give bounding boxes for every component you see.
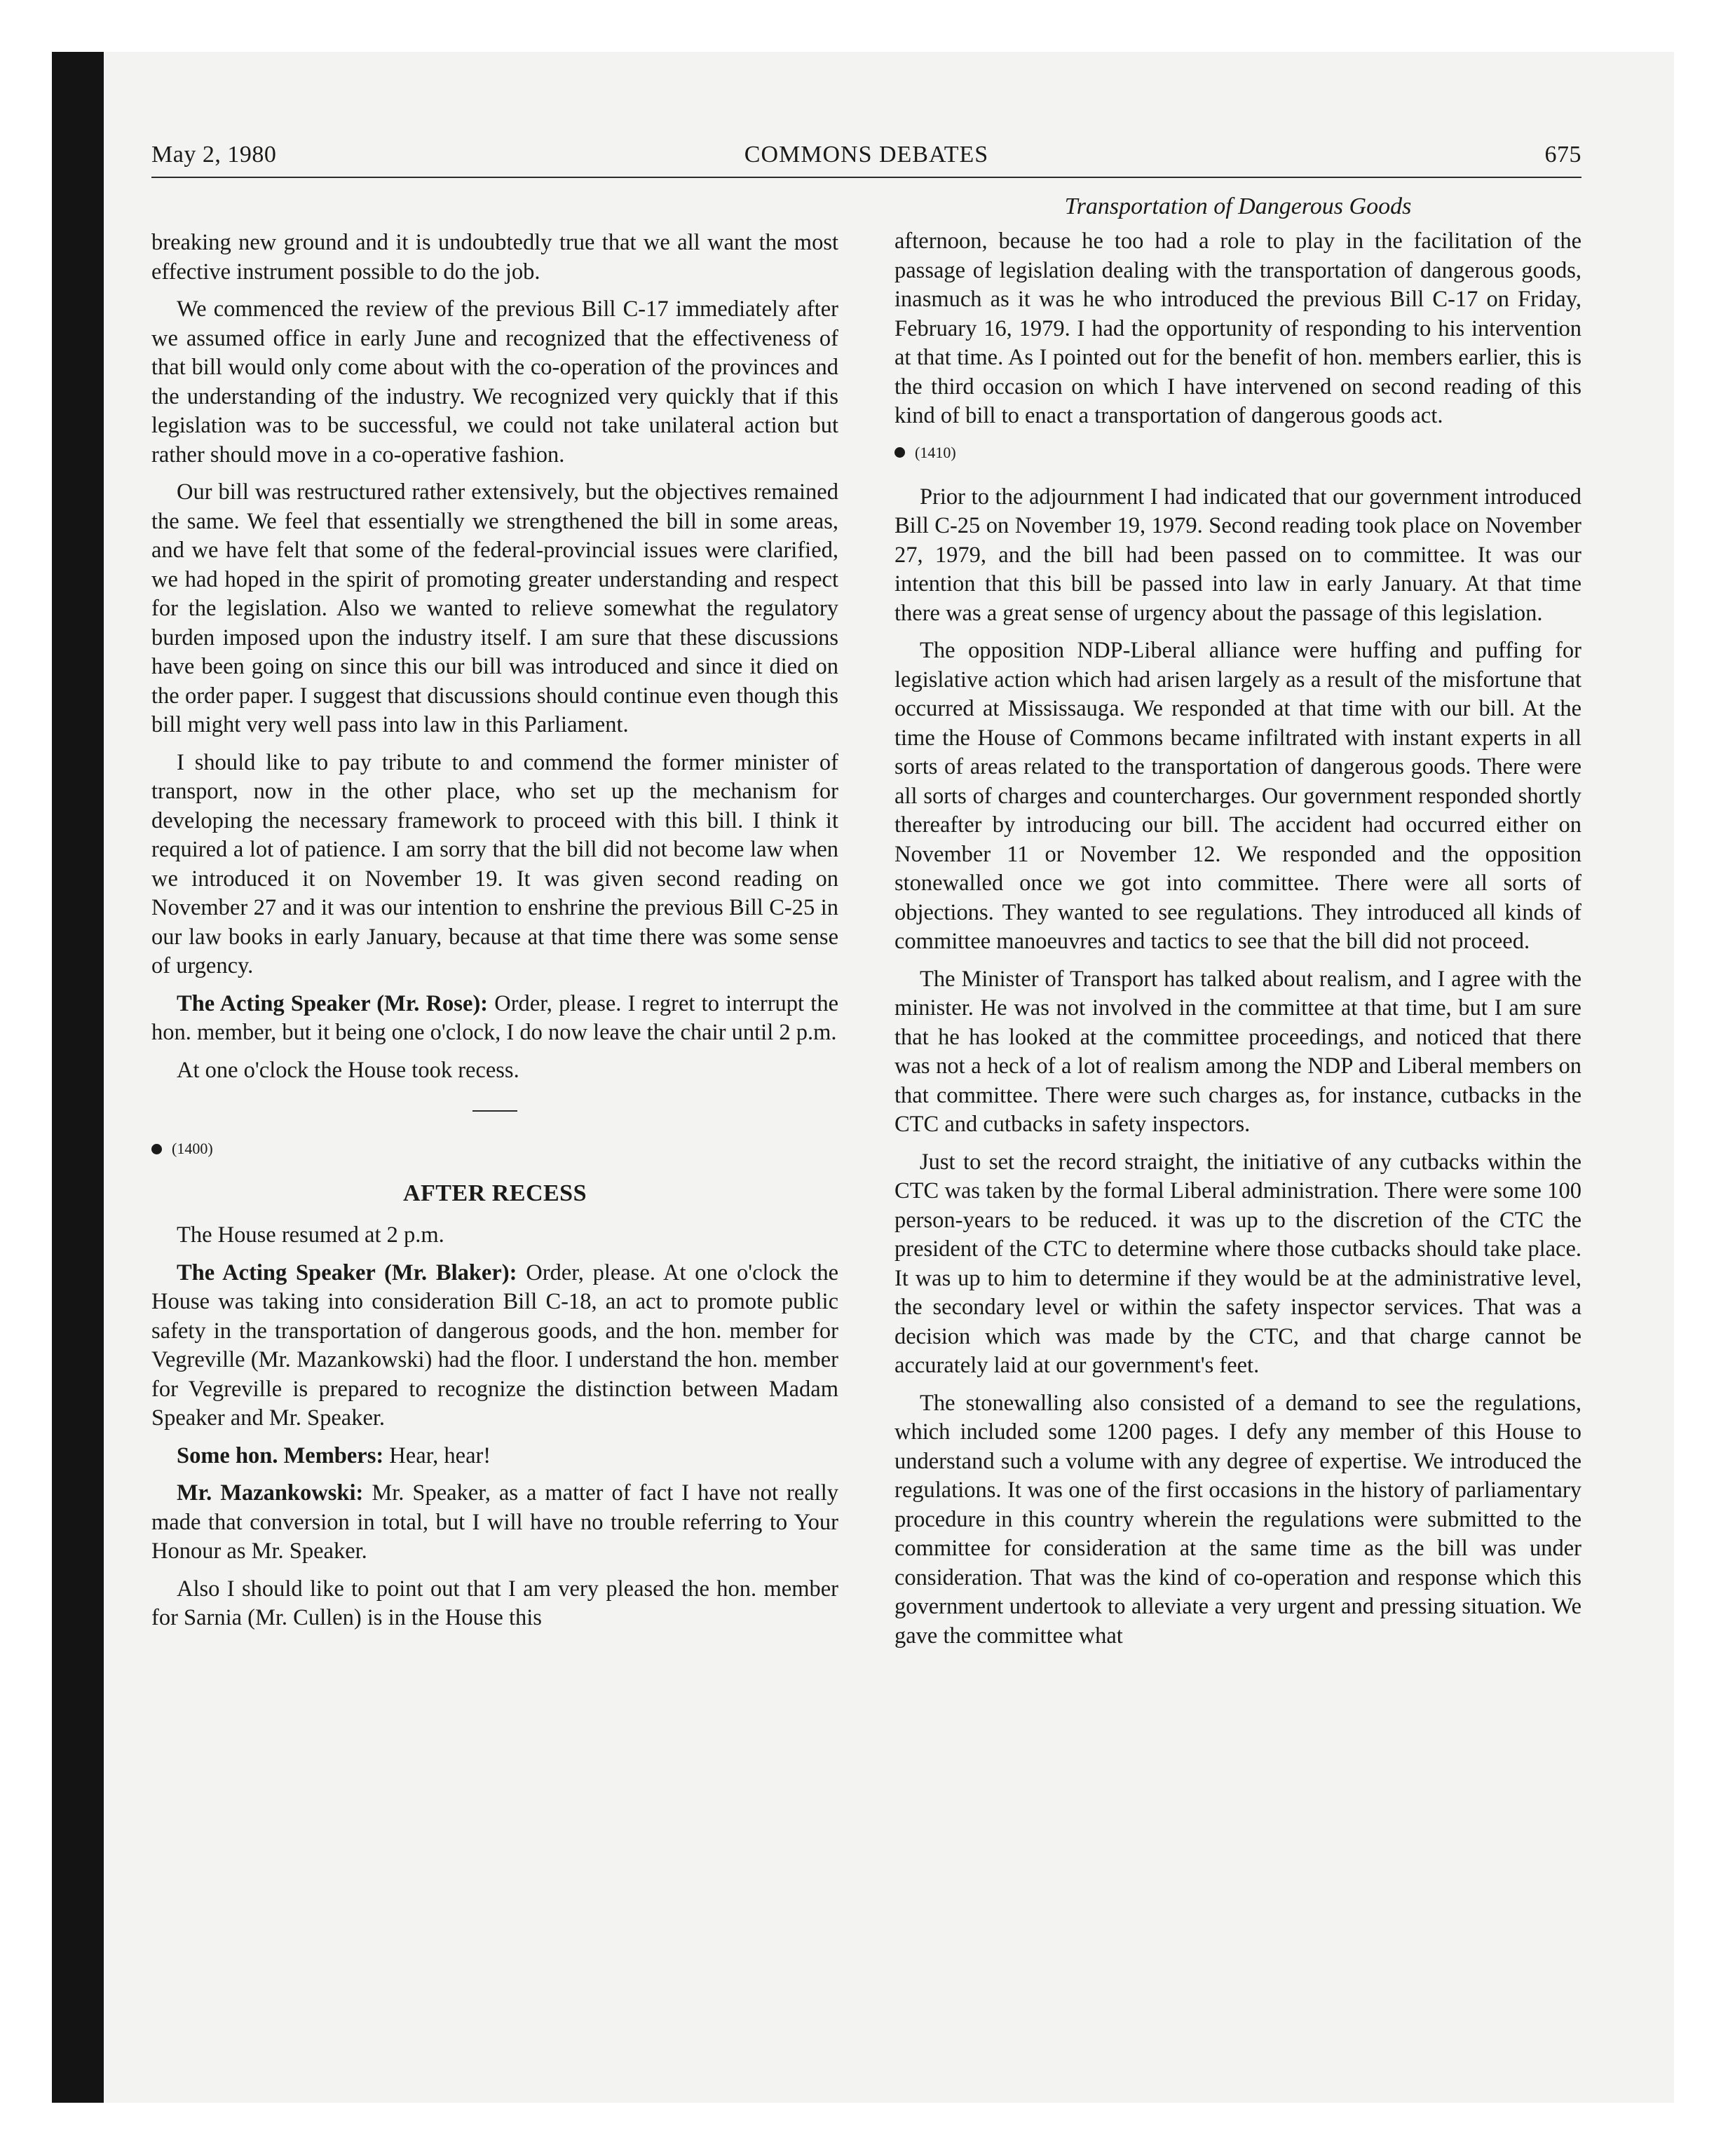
paragraph: The Minister of Transport has talked about realism, and I agree with the minister. He was not involved in the committee at that time, but I am sure that he has looked at the committee proceedings, and noticed that there was not a heck of a lot of realism among the NDP and Liberal members on that committee. There were such charges as, for instance, cutbacks in the CTC and cutbacks in safety inspectors. [894, 966, 1581, 1137]
bullet-icon [151, 1144, 162, 1154]
left-column [151, 228, 838, 1642]
speech-paragraph [151, 1259, 838, 1433]
speaker-name: Some hon. Members: [177, 1442, 384, 1468]
speech-paragraph [151, 1442, 838, 1471]
section-heading: AFTER RECESS [402, 1180, 587, 1206]
paragraph: breaking new ground and it is undoubtedly true that we all want the most effective instrument possible to do the job. [151, 230, 838, 285]
speaker-name: The Acting Speaker (Mr. Blaker): [177, 1260, 517, 1285]
running-header [151, 142, 1581, 178]
paragraph: The stonewalling also consisted of a demand to see the regulations, which included some 1200 pages. I defy any member of this House to understand such a volume with any degree of expertise. We introduced the regulations. It was one of the first occasions in the history of parliamentary procedure in this country wherein the regulations were submitted to the committee for consideration at the same time as the bill was under consideration. That was the kind of co-operation and response which this government undertook to alleviate a very urgent and pressing situation. We gave the committee what [894, 1390, 1581, 1649]
paragraph: At one o'clock the House took recess. [177, 1057, 519, 1083]
speech-text: Order, please. At one o'clock the House was taking into consideration Bill C-18, an act to promote public safety in the transportation of dangerous goods, and the hon. member for Vegreville (Mr. Mazankowski) had the floor. I understand the hon. member for Vegreville is prepared to recognize the distinction between Madam Speaker and Mr. Speaker. [151, 1260, 838, 1431]
time-marker [894, 444, 1581, 462]
speech-paragraph [151, 1479, 838, 1567]
paragraph: afternoon, because he too had a role to play in the facilitation of the passage of legislation dealing with the transportation of dangerous goods, inasmuch as it was he who introduced the previous Bill C-17 on Friday, February 16, 1979. I had the opportunity of responding to his intervention at that time. As I pointed out for the benefit of hon. members earlier, this is the third occasion on which I have intervened on second reading of this kind of bill to enact a transportation of dangerous goods act. [894, 228, 1581, 428]
document-page [151, 142, 1581, 1649]
section-divider [472, 1110, 517, 1112]
speech-text: Mr. Speaker, as a matter of fact I have not really made that conversion in total, but I will have no trouble referring to Your Honour as Mr. Speaker. [151, 1480, 838, 1564]
time-marker [151, 1140, 838, 1158]
right-column [894, 192, 1581, 1659]
bullet-icon [894, 447, 905, 458]
time-marker-text: (1400) [172, 1140, 213, 1157]
speaker-name: Mr. Mazankowski: [177, 1480, 364, 1506]
time-marker-text: (1410) [915, 443, 956, 461]
header-date: May 2, 1980 [151, 142, 277, 168]
paragraph: Also I should like to point out that I am very pleased the hon. member for Sarnia (Mr. Cullen) is in the House this [151, 1576, 838, 1630]
paragraph: Just to set the record straight, the initiative of any cutbacks within the CTC was taken by the formal Liberal administration. There were some 100 person-years to be reduced. it was up to the discretion of the CTC the president of the CTC to determine where those cutbacks should take place. It was up to him to determine if they would be at the administrative level, the secondary level or within the safety inspector services. That was a decision which was made by the CTC, and that charge cannot be accurately laid at our government's feet. [894, 1149, 1581, 1378]
speaker-name: The Acting Speaker (Mr. Rose): [177, 990, 489, 1016]
scan-binding-edge [52, 52, 104, 2103]
paragraph: We commenced the review of the previous Bill C-17 immediately after we assumed office in early June and recognized that the effectiveness of that bill would only come about with the co-operation of the provinces and the understanding of the industry. We recognized very quickly that if this legislation was to be successful, we could not take unilateral action but rather should move in a co-operative fashion. [151, 296, 838, 468]
speech-paragraph [151, 990, 838, 1048]
page-number: 675 [1544, 142, 1581, 168]
speech-text: Hear, hear! [383, 1442, 491, 1468]
paragraph: Our bill was restructured rather extensively, but the objectives remained the same. We feel that essentially we strengthened the bill in some areas, and we have felt that some of the federal-provincial issues were clarified, we had hoped in the spirit of promoting greater understanding and respect for the legislation. Also we wanted to relieve somewhat the regulatory burden imposed upon the industry itself. I am sure that these discussions have been going on since this our bill was introduced and since it died on the order paper. I suggest that discussions should continue even though this bill might very well pass into law in this Parliament. [151, 479, 838, 737]
paragraph: I should like to pay tribute to and commend the former minister of transport, now in the other place, who set up the mechanism for developing the necessary framework to proceed with this bill. I think it required a lot of patience. I am sorry that the bill did not become law when we introduced it on November 19. It was given second reading on November 27 and it was our intention to enshrine the previous Bill C-25 in our law books in early January, because at that time there was some sense of urgency. [151, 749, 838, 978]
header-title: COMMONS DEBATES [744, 142, 989, 168]
paragraph: The opposition NDP-Liberal alliance were huffing and puffing for legislative action which had arisen largely as a result of the misfortune that occurred at Mississauga. We responded at that time with our bill. At the time the House of Commons became infiltrated with instant experts in all sorts of areas related to the transportation of dangerous goods. There were all sorts of charges and countercharges. Our government responded shortly thereafter by introducing our bill. The accident had occurred either on November 11 or November 12. We responded and the opposition stonewalled once we got into committee. There were all sorts of objections. They wanted to see regulations. They introduced all kinds of committee manoeuvres and tactics to see that the bill did not proceed. [894, 638, 1581, 954]
paragraph: The House resumed at 2 p.m. [177, 1222, 444, 1248]
paragraph: Prior to the adjournment I had indicated that our government introduced Bill C-25 on November 19, 1979. Second reading took place on November 27, 1979, and the bill had been passed on to committee. It was our intention that this bill be passed into law in early January. At that time there was a great sense of urgency about the passage of this legislation. [894, 484, 1581, 626]
subject-heading: Transportation of Dangerous Goods [1064, 193, 1412, 219]
speech-text: Order, please. I regret to interrupt the hon. member, but it being one o'clock, I do now leave the chair until 2 p.m. [151, 990, 839, 1045]
